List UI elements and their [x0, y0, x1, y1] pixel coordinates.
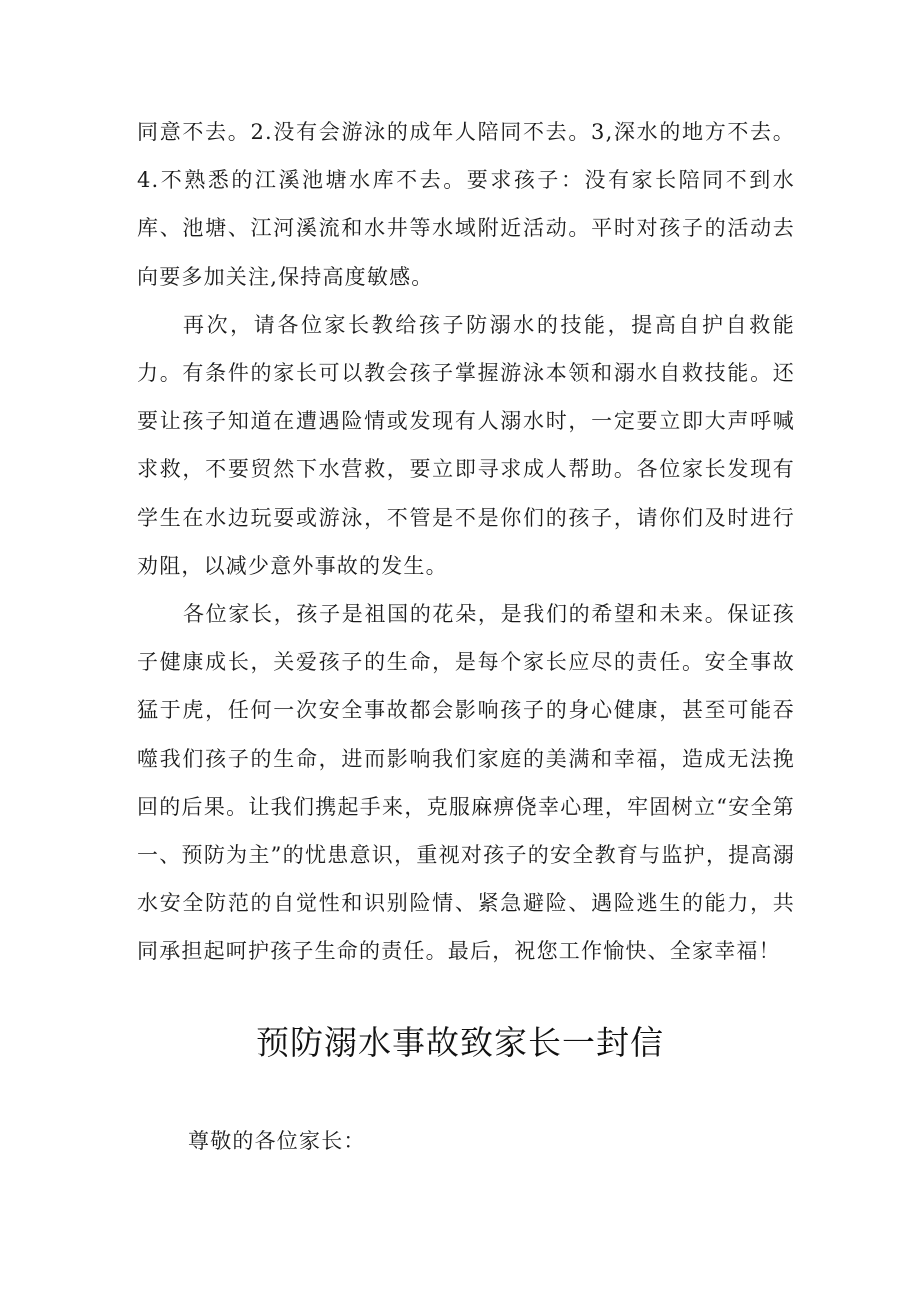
salutation: 尊敬的各位家长： — [188, 1129, 366, 1153]
paragraph-skills: 再次，请各位家长教给孩子防溺水的技能，提高自护自救能力。有条件的家长可以教会孩子掌握游泳本领和溺水自救技能。还要让孩子知道在遭遇险情或发现有人溺水时，一定要立即大声呼喊求救，不要贸然下水营救，要立即寻求成人帮助。各位家长发现有学生在水边玩耍或游泳，不管是不是你们的孩子，请你们及时进行劝阻，以减少意外事故的发生。 — [137, 312, 795, 578]
letter-body — [137, 108, 795, 976]
paragraph-continuation: 同意不去。2.没有会游泳的成年人陪同不去。3,深水的地方不去。4.不熟悉的江溪池塘水库不去。要求孩子：没有家长陪同不到水库、池塘、江河溪流和水井等水域附近活动。平时对孩子的活动去向要多加关注,保持高度敏感。 — [137, 120, 795, 289]
paragraph-closing: 各位家长，孩子是祖国的花朵，是我们的希望和未来。保证孩子健康成长，关爱孩子的生命，是每个家长应尽的责任。安全事故猛于虎，任何一次安全事故都会影响孩子的身心健康，甚至可能吞噬我们孩子的生命，进而影响我们家庭的美满和幸福，造成无法挽回的后果。让我们携起手来，克服麻痹侥幸心理，牢固树立“安全第一、预防为主”的忧患意识，重视对孩子的安全教育与监护，提高溺水安全防范的自觉性和识别险情、紧急避险、遇险逃生的能力，共同承担起呵护孩子生命的责任。最后，祝您工作愉快、全家幸福！ — [137, 602, 795, 964]
document-title: 预防溺水事故致家长一封信 — [256, 1023, 664, 1062]
